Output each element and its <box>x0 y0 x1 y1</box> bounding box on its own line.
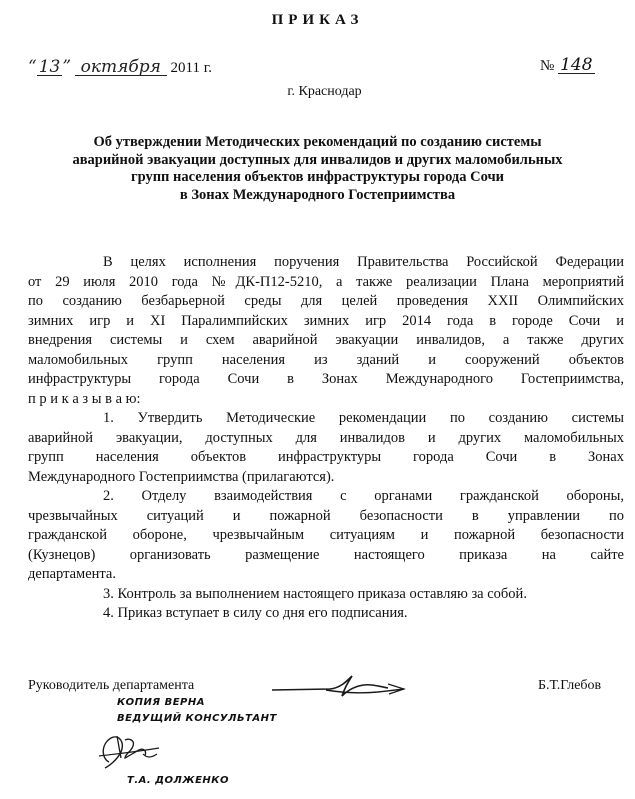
body-line: 4. Приказ вступает в силу со дня его подписания. <box>103 605 408 621</box>
body-line: Международного Гостеприимства (прилагаются). <box>28 468 335 485</box>
body-line: (Кузнецов) организовать размещение настоящего приказа на сайте <box>28 546 624 563</box>
heading-line: групп населения объектов инфраструктуры города Сочи <box>130 169 505 185</box>
order-body <box>28 253 624 624</box>
stamp-name: Т.А. ДОЛЖЕНКО <box>127 775 229 786</box>
body-line: групп населения объектов инфраструктуры города Сочи в Зонах <box>28 449 624 465</box>
body-line: внедрения системы и схем аварийной эвакуации инвалидов, а также других <box>28 332 624 348</box>
date-month: октября <box>75 59 167 76</box>
signatory-position: Руководитель департамента <box>28 678 195 693</box>
stamp-position: ВЕДУЩИЙ КОНСУЛЬТАНТ <box>117 713 277 724</box>
heading-line: в Зонах Международного Гостеприимства <box>179 186 456 203</box>
body-line: аварийной эвакуации, доступных для инвалидов и других маломобильных <box>28 429 624 446</box>
signatory-name: Б.Т.Глебов <box>538 678 602 693</box>
body-line: маломобильных групп населения из зданий и сооружений объектов <box>28 351 624 368</box>
body-line: чрезвычайных ситуаций и пожарной безопасности в управлении по <box>28 507 624 524</box>
body-line: п р и к а з ы в а ю: <box>28 390 141 407</box>
body-line: гражданской обороне, чрезвычайным ситуациям и пожарной безопасности <box>28 527 624 543</box>
order-number <box>540 57 595 75</box>
signature-dolzhenko <box>95 728 165 774</box>
body-line: департамента. <box>28 566 116 582</box>
city: г. Краснодар <box>287 84 362 99</box>
date-day: 13 <box>38 57 61 77</box>
date-open-quote: “ <box>28 57 37 77</box>
order-date <box>28 57 212 77</box>
signature-glebov <box>268 668 408 708</box>
heading-line: Об утверждении Методических рекомендаций по созданию системы <box>93 134 542 150</box>
heading-line: аварийной эвакуации доступных для инвалидов и других маломобильных <box>72 151 563 168</box>
body-line: 2. Отделу взаимодействия с органами гражданской обороны, <box>103 488 624 504</box>
document-title: ПРИКАЗ <box>271 12 364 28</box>
body-line: 1. Утвердить Методические рекомендации по созданию системы <box>103 410 624 426</box>
body-line: инфраструктуры города Сочи в Зонах Международного Гостеприимства, <box>28 371 624 387</box>
number-prefix: № <box>540 58 555 74</box>
date-close-quote: ” <box>62 57 72 77</box>
body-line: 3. Контроль за выполнением настоящего приказа оставляю за собой. <box>103 585 527 602</box>
stamp-copy-verified: КОПИЯ ВЕРНА <box>117 697 205 708</box>
body-line: от 29 июля 2010 года №ДК-П12-5210, а также реализации Плана мероприятий <box>28 273 624 290</box>
body-line: В целях исполнения поручения Правительства Российской Федерации <box>103 254 624 270</box>
body-line: по созданию безбарьерной среды для целей проведения XXII Олимпийских <box>28 293 624 309</box>
order-heading <box>60 134 575 204</box>
number-value: 148 <box>560 55 593 75</box>
body-line: зимних игр и XI Паралимпийских зимних игр 2014 года в городе Сочи и <box>28 312 624 329</box>
date-year: 2011 г. <box>170 60 212 76</box>
